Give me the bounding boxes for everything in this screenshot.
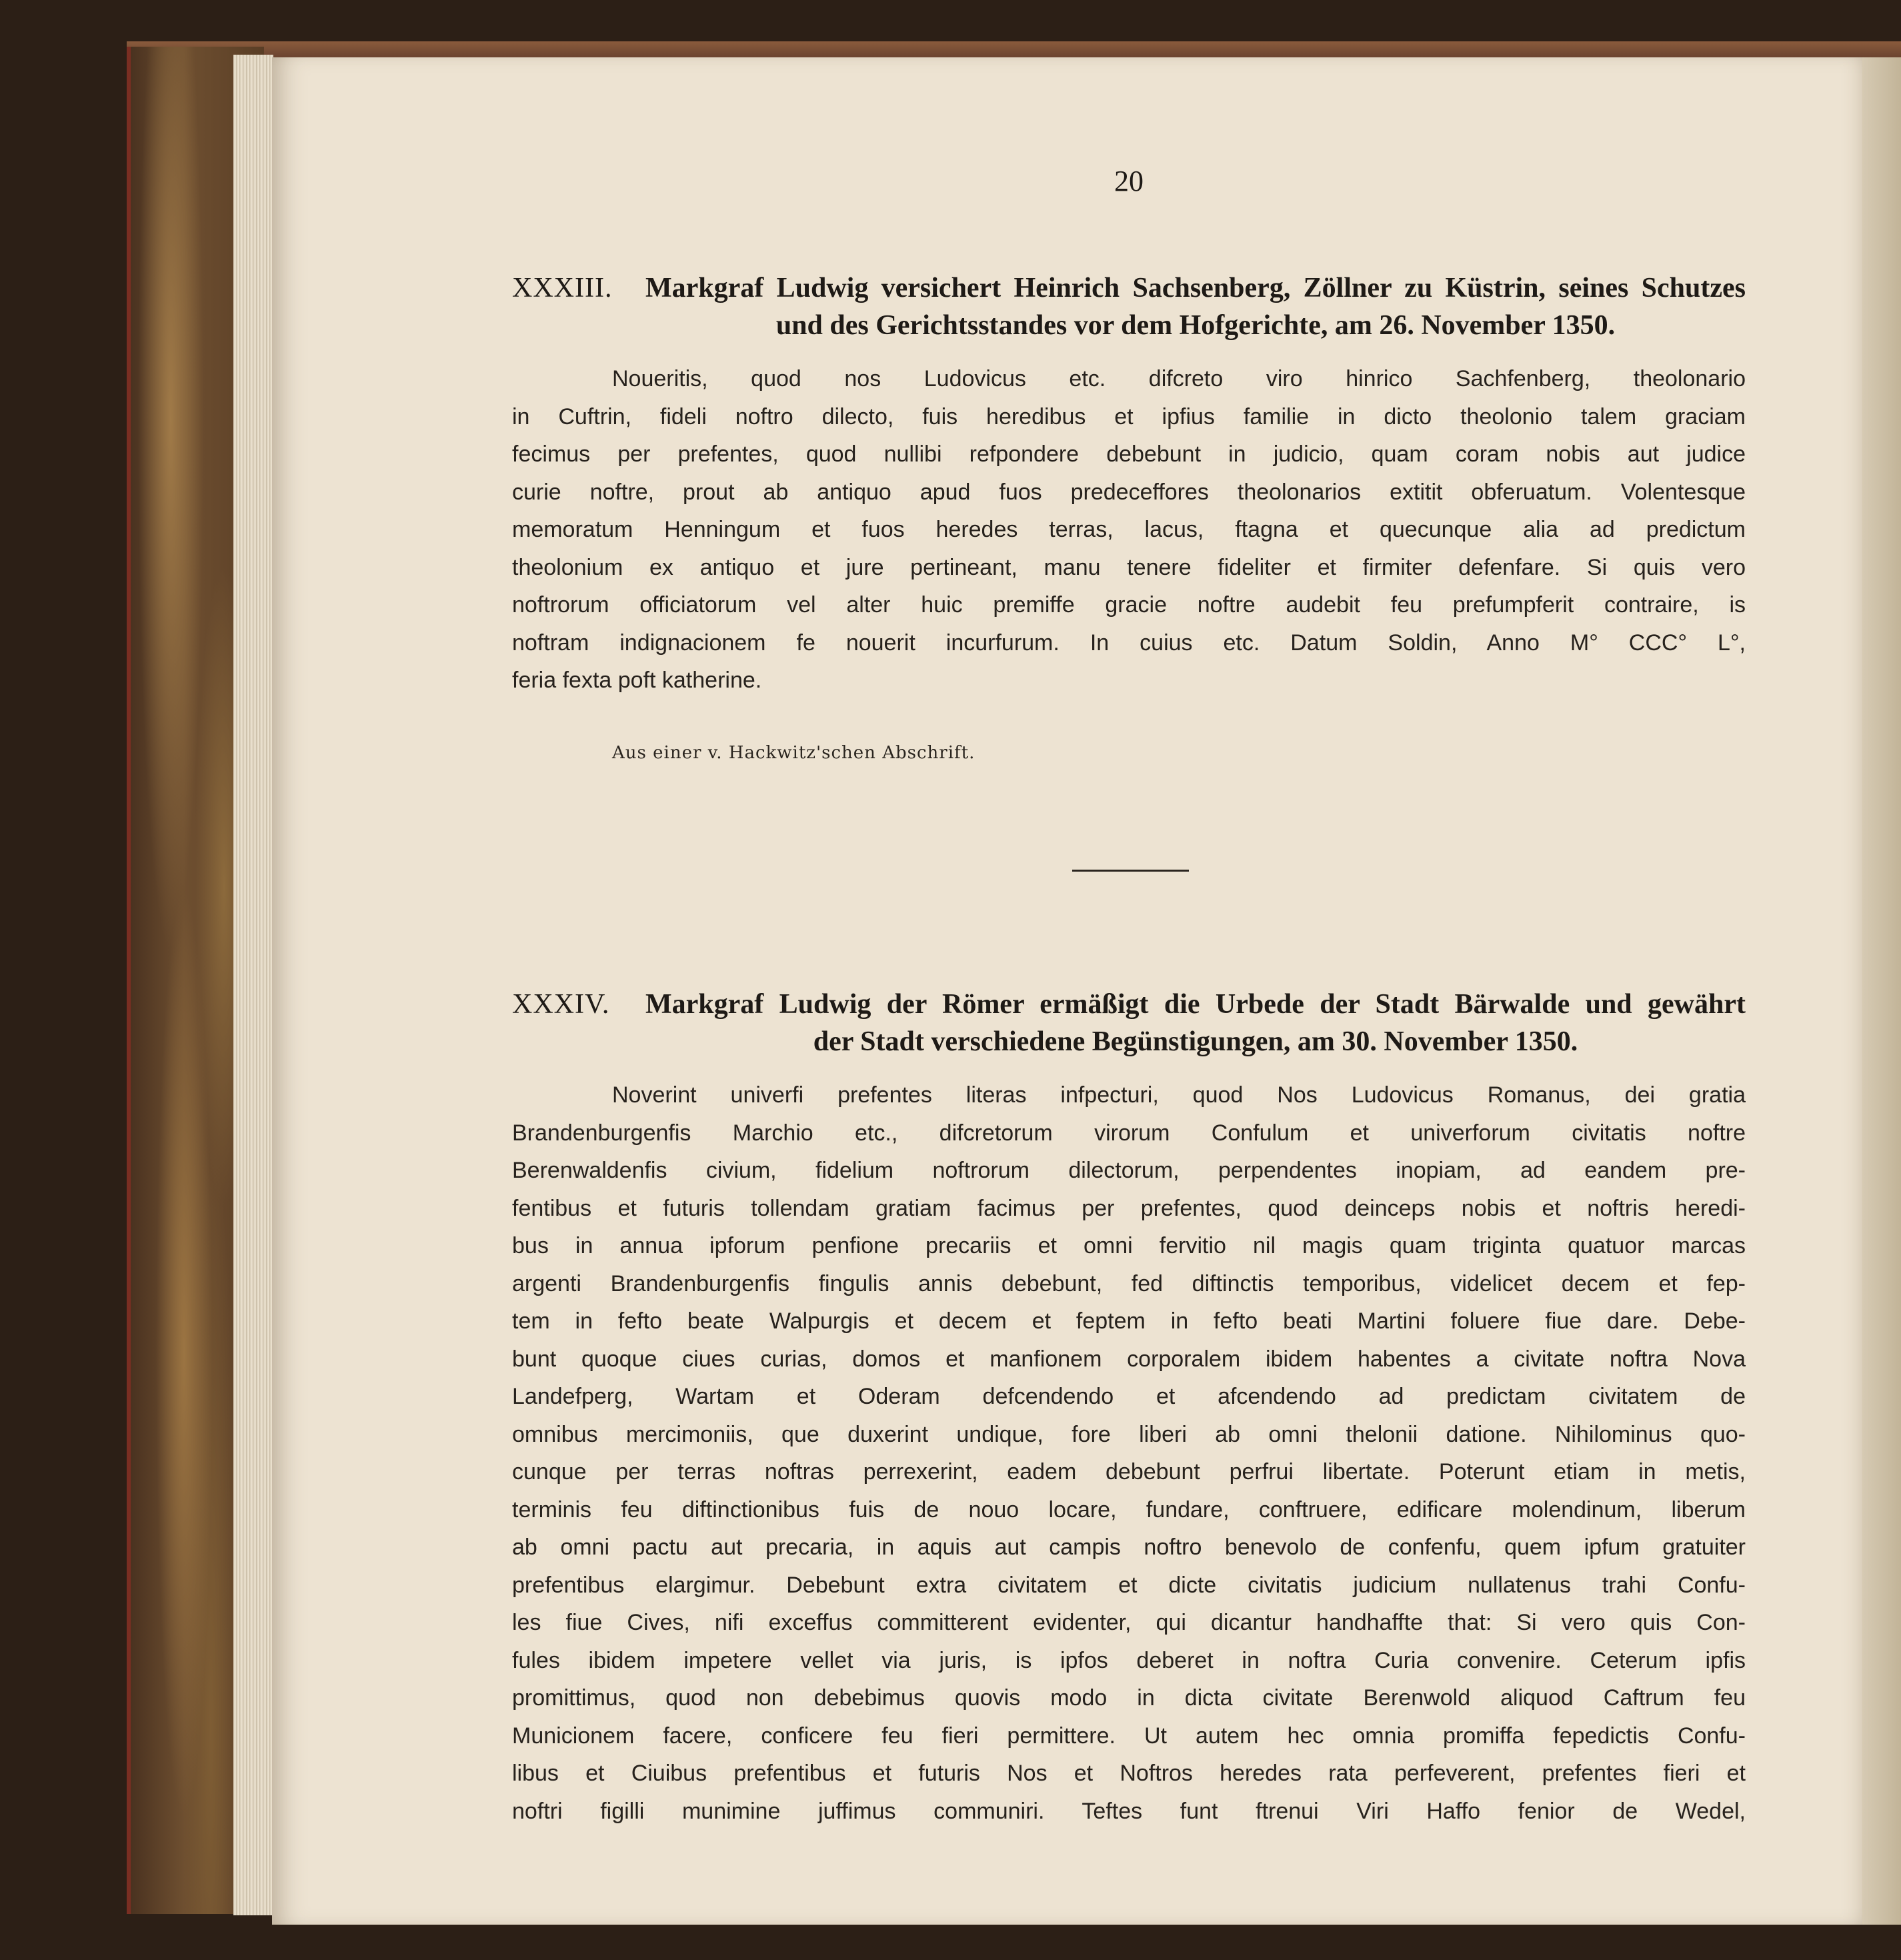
- heading-line-2: und des Gerichtsstandes vor dem Hofgerichte, am 26. November 1350.: [775, 310, 1616, 341]
- text-line: promittimus, quod non debebimus quovis modo in dicta civitate Berenwold aliquod Caftrum feu: [512, 1685, 1746, 1711]
- text-line: Noueritis, quod nos Ludovicus etc. difcreto viro hinrico Sachfenberg, theolonario: [612, 366, 1746, 391]
- book-page: [272, 57, 1862, 1925]
- text-line: cunque per terras noftras perrexerint, eadem debebunt perfrui libertate. Poterunt etiam in metis,: [512, 1459, 1746, 1485]
- text-line: noftram indignacionem fe nouerit incurfurum. In cuius etc. Datum Soldin, Anno M° CCC° L°,: [512, 630, 1746, 656]
- text-line: les fiue Cives, nifi exceffus committerent evidenter, qui dicantur handhaffte that: Si vero quis Con-: [512, 1610, 1746, 1635]
- text-line: Berenwaldenfis civium, fidelium noftrorum dilectorum, perpendentes inopiam, ad eandem pre-: [512, 1158, 1746, 1183]
- heading-line-1: Markgraf Ludwig versichert Heinrich Sachsenberg, Zöllner zu Küstrin, seines Schutzes: [645, 273, 1746, 303]
- document-heading-xxxiii: [512, 269, 1746, 344]
- document-text-xxxiv: [512, 1076, 1746, 1830]
- text-line: memoratum Henningum et fuos heredes terras, lacus, ftagna et quecunque alia ad predictum: [512, 517, 1746, 542]
- text-line: fentibus et futuris tollendam gratiam facimus per prefentes, quod deinceps nobis et noftris heredi-: [512, 1195, 1746, 1221]
- text-line: tem in fefto beate Walpurgis et decem et feptem in fefto beati Martini foluere fiue dare. Debe-: [512, 1308, 1746, 1334]
- text-line: fules ibidem impetere vellet via juris, is ipfos deberet in noftra Curia convenire. Ceterum ipfis: [512, 1647, 1746, 1673]
- section-separator: [1072, 870, 1189, 872]
- text-line: Municionem facere, conficere feu fieri permittere. Ut autem hec omnia promiffa fepedictis Confu-: [512, 1723, 1746, 1749]
- text-line: feria fexta poft katherine.: [512, 668, 762, 693]
- document-heading-xxxiv: [512, 986, 1746, 1060]
- document-text-xxxiii: [512, 360, 1746, 700]
- text-line: fecimus per prefentes, quod nullibi refpondere debebunt in judicio, quam coram nobis aut judice: [512, 441, 1746, 467]
- page-edges: [233, 55, 273, 1915]
- text-line: prefentibus elargimur. Debebunt extra civitatem et dicte civitatis judicium nullatenus trahi Confu-: [512, 1572, 1746, 1598]
- source-note: Aus einer v. Hackwitz'schen Abschrift.: [612, 743, 976, 763]
- text-line: libus et Ciuibus prefentibus et futuris Nos et Noftros heredes rata perfeverent, prefentes fieri et: [512, 1761, 1746, 1786]
- page-number: 20: [1114, 165, 1144, 197]
- document-number: XXXIV.: [512, 989, 610, 1020]
- book-cover-top-edge: [127, 41, 1901, 57]
- text-line: terminis feu diftinctionibus fuis de nouo locare, fundare, conftruere, edificare molendinum, liberum: [512, 1497, 1746, 1523]
- text-line: noftri figilli munimine juffimus communiri. Teftes funt ftrenui Viri Haffo fenior de Wedel,: [512, 1798, 1746, 1824]
- text-line: omnibus mercimoniis, que duxerint undique, fore liberi ab omni thelonii datione. Nihilominus quo-: [512, 1421, 1746, 1447]
- text-line: curie noftre, prout ab antiquo apud fuos predeceffores theolonarios extitit obferuatum. Volentesque: [512, 479, 1746, 505]
- text-line: bus in annua ipforum penfione precariis et omni fervitio nil magis quam triginta quatuor marcas: [512, 1233, 1746, 1258]
- text-line: ab omni pactu aut precaria, in aquis aut campis noftro benevolo de confenfu, quem ipfum gratuiter: [512, 1535, 1746, 1560]
- text-line: noftrorum officiatorum vel alter huic premiffe gracie noftre audebit feu prefumpferit contraire, is: [512, 592, 1746, 618]
- text-line: Brandenburgenfis Marchio etc., difcretorum virorum Confulum et univerforum civitatis noftre: [512, 1120, 1746, 1146]
- heading-line-1: Markgraf Ludwig der Römer ermäßigt die Urbede der Stadt Bärwalde und gewährt: [645, 989, 1746, 1020]
- next-page-edge: [1862, 57, 1901, 1925]
- text-line: Landefperg, Wartam et Oderam defcendendo et afcendendo ad predictam civitatem de: [512, 1384, 1746, 1409]
- text-line: bunt quoque ciues curias, domos et manfionem corporalem ibidem habentes a civitate noftra Nova: [512, 1346, 1746, 1372]
- document-number: XXXIII.: [512, 273, 613, 303]
- heading-line-2: der Stadt verschiedene Begünstigungen, am 30. November 1350.: [813, 1026, 1578, 1057]
- text-line: Noverint univerfi prefentes literas infpecturi, quod Nos Ludovicus Romanus, dei gratia: [612, 1082, 1746, 1108]
- text-line: in Cuftrin, fideli noftro dilecto, fuis heredibus et ipfius familie in dicto theolonio talem graciam: [512, 403, 1746, 429]
- text-line: argenti Brandenburgenfis fingulis annis debebunt, fed diftinctis temporibus, videlicet decem et fep-: [512, 1270, 1746, 1296]
- text-line: theolonium ex antiquo et jure pertineant, manu tenere fideliter et firmiter defenfare. Si quis vero: [512, 554, 1746, 580]
